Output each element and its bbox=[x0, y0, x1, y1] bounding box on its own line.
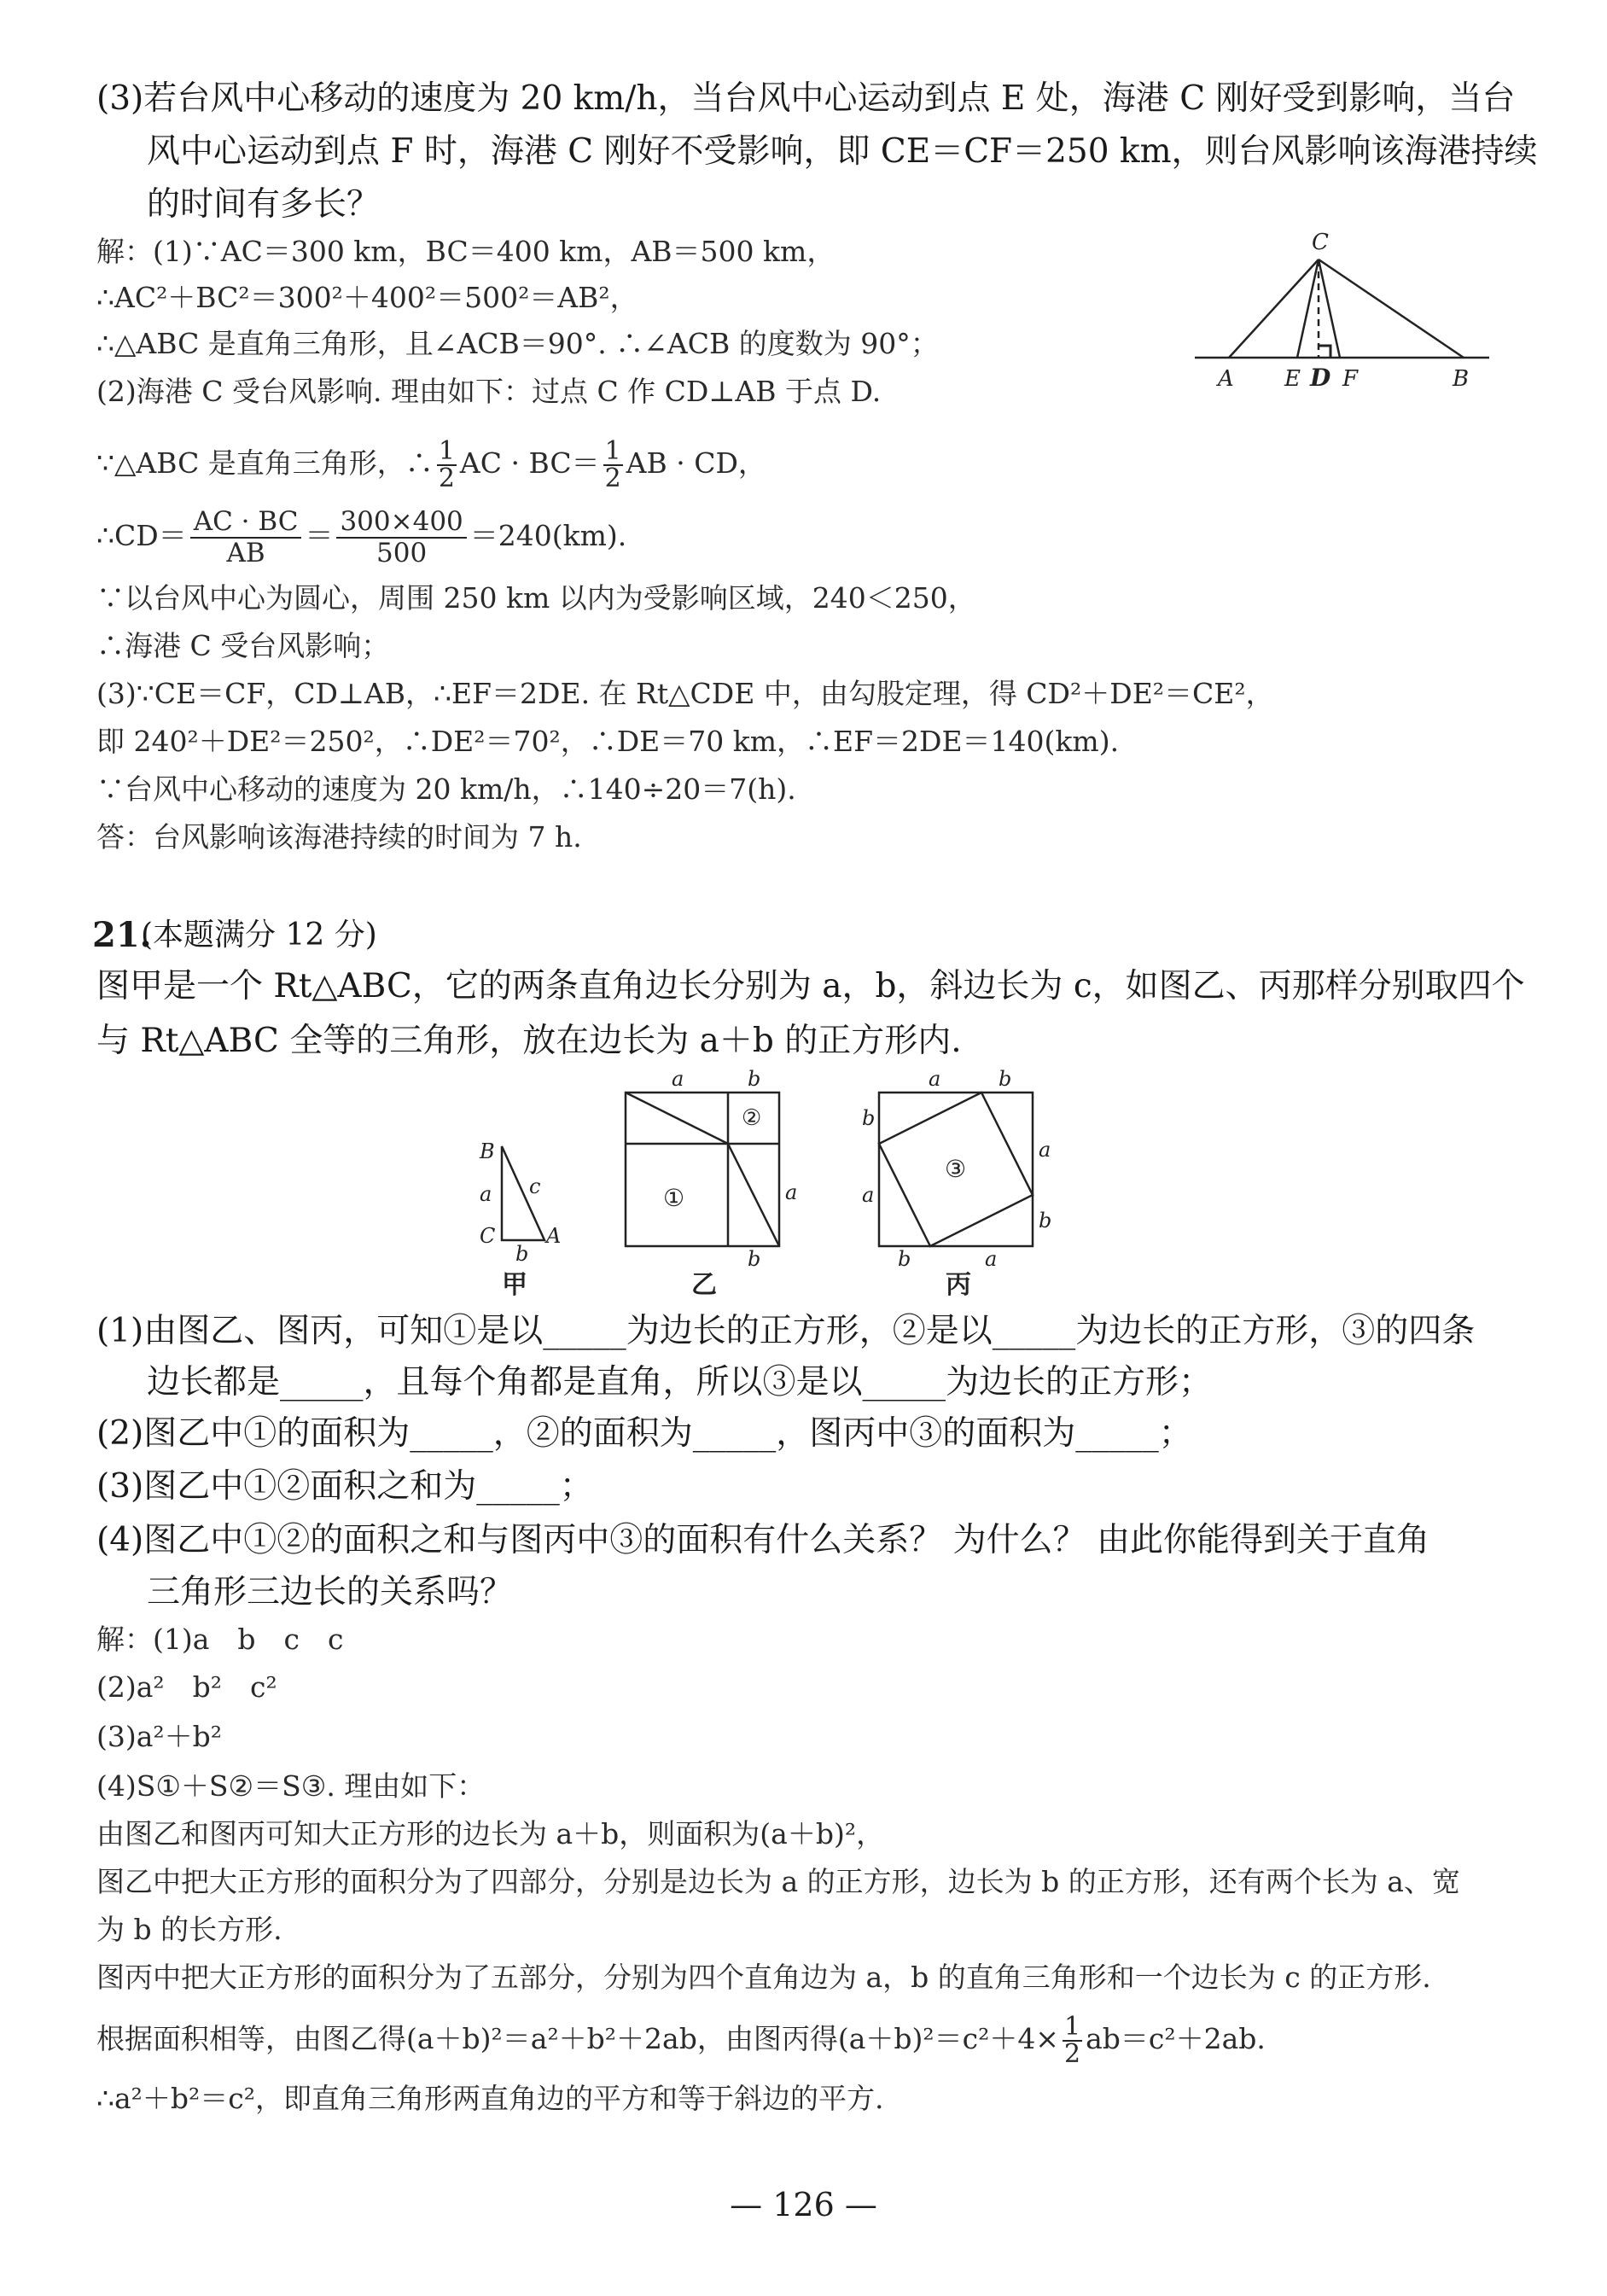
label-right-a: a bbox=[785, 1180, 798, 1204]
fraction-half-2 bbox=[603, 436, 623, 493]
solution21-line-3: (3)a²＋b² bbox=[96, 1720, 223, 1753]
label-left-b: b bbox=[862, 1106, 876, 1130]
problem-21-part-3: (3)图乙中①②面积之和为_____； bbox=[96, 1467, 593, 1506]
label-d: D bbox=[1310, 364, 1331, 392]
label-b-side: b bbox=[515, 1242, 529, 1266]
line9-part-a: 根据面积相等，由图乙得(a＋b)²＝a²＋b²＋2ab，由图丙得(a＋b)²＝c²＋4× bbox=[96, 2022, 1059, 2055]
fraction-denominator: 2 bbox=[1063, 2039, 1081, 2069]
fraction-half bbox=[1063, 2014, 1082, 2067]
line-bc bbox=[1319, 259, 1464, 358]
solution21-line-1: 解：(1)a b c c bbox=[96, 1623, 344, 1656]
problem-21-stem-1: 图甲是一个 Rt△ABC，它的两条直角边长分别为 a，b，斜边长为 c，如图乙、丙那样分别取四个 bbox=[96, 967, 1525, 1005]
label-left-a: a bbox=[862, 1183, 875, 1207]
problem-21-number: 21. bbox=[92, 915, 152, 955]
label-top-b: b bbox=[999, 1067, 1012, 1091]
question-3-line-1: (3)若台风中心移动的速度为 20 km/h，当台风中心运动到点 E 处，海港 C 刚好受到影响，当台 bbox=[96, 79, 1516, 118]
solution20-line-4: (2)海港 C 受台风影响. 理由如下：过点 C 作 CD⊥AB 于点 D. bbox=[96, 375, 882, 408]
solution20-line-7: ∵以台风中心为圆心，周围 250 km 以内为受影响区域，240＜250， bbox=[96, 581, 976, 615]
line-ce bbox=[1297, 259, 1319, 358]
solution21-line-10: ∴a²＋b²＝c²，即直角三角形两直角边的平方和等于斜边的平方. bbox=[96, 2082, 884, 2115]
fraction-numerator: 1 bbox=[438, 436, 455, 466]
figure-jia bbox=[479, 1139, 561, 1300]
problem-21-points: (本题满分 12 分) bbox=[141, 918, 377, 953]
label-e: E bbox=[1284, 366, 1301, 392]
label-a: A bbox=[1218, 366, 1234, 392]
fraction-denominator: 500 bbox=[376, 538, 428, 568]
figures-jia-yi-bing bbox=[461, 1063, 1075, 1310]
label-circle-2: ② bbox=[742, 1105, 762, 1131]
solution21-line-2: (2)a² b² c² bbox=[96, 1670, 277, 1704]
equals-sign: ＝ bbox=[305, 519, 334, 552]
solution20-line-11: ∵台风中心移动的速度为 20 km/h，∴140÷20＝7(h). bbox=[96, 772, 796, 806]
solution20-line-1: 解：(1)∵AC＝300 km，BC＝400 km，AB＝500 km， bbox=[96, 235, 836, 268]
label-a-side: a bbox=[480, 1182, 492, 1206]
label-c-vertex: C bbox=[480, 1224, 496, 1248]
fraction-denominator: AB bbox=[226, 538, 265, 568]
label-c: C bbox=[1312, 230, 1329, 255]
line5-part-b: AC · BC＝ bbox=[459, 446, 600, 480]
caption-jia: 甲 bbox=[502, 1270, 527, 1300]
solution21-line-4: (4)S①＋S②＝S③. 理由如下： bbox=[96, 1769, 486, 1803]
line5-part-a: ∵△ABC 是直角三角形，∴ bbox=[96, 446, 434, 480]
fraction-numerator: 300×400 bbox=[336, 509, 466, 539]
label-right-b: b bbox=[1039, 1209, 1052, 1232]
problem-21-part-4-line-1: (4)图乙中①②的面积之和与图丙中③的面积有什么关系？ 为什么？ 由此你能得到关于直角 bbox=[96, 1521, 1430, 1559]
problem-21-part-1-line-1: (1)由图乙、图丙，可知①是以_____为边长的正方形，②是以_____为边长的正方形，③的四条 bbox=[96, 1312, 1476, 1350]
line9-part-b: ab＝c²＋2ab. bbox=[1086, 2022, 1266, 2055]
line-cf bbox=[1319, 259, 1340, 358]
caption-bing: 丙 bbox=[946, 1270, 971, 1300]
label-bottom-a: a bbox=[985, 1247, 998, 1271]
solution20-line-3: ∴△ABC 是直角三角形，且∠ACB＝90°. ∴∠ACB 的度数为 90°； bbox=[96, 327, 939, 360]
fraction-denominator: 2 bbox=[438, 463, 455, 493]
fraction-numeric bbox=[336, 506, 466, 568]
fraction-numerator: AC · BC bbox=[190, 509, 302, 539]
solution20-line-8: ∴海港 C 受台风影响； bbox=[96, 629, 390, 662]
solution21-line-8: 图丙中把大正方形的面积分为了五部分，分别为四个直角边为 a，b 的直角三角形和一个边长为 c 的正方形. bbox=[96, 1961, 1431, 1994]
question-3-line-3: 的时间有多长？ bbox=[147, 185, 381, 224]
caption-yi: 乙 bbox=[691, 1270, 717, 1300]
figure-bing bbox=[862, 1067, 1051, 1300]
label-c-side: c bbox=[529, 1174, 541, 1198]
label-a-vertex: A bbox=[546, 1224, 562, 1248]
fraction-numerator: 1 bbox=[1063, 2012, 1081, 2042]
fraction-denominator: 2 bbox=[604, 463, 621, 493]
fraction-half bbox=[437, 436, 457, 493]
line5-part-c: AB · CD， bbox=[626, 446, 766, 480]
problem-21-stem-2: 与 Rt△ABC 全等的三角形，放在边长为 a＋b 的正方形内. bbox=[96, 1022, 962, 1060]
problem-21-part-1-line-2: 边长都是_____，且每个角都是直角，所以③是以_____为边长的正方形； bbox=[147, 1363, 1213, 1401]
solution20-line-5 bbox=[96, 436, 766, 493]
page-number: — 126 — bbox=[730, 2186, 877, 2223]
right-angle-mark bbox=[1319, 346, 1330, 358]
solution21-line-9 bbox=[96, 2014, 1266, 2067]
solution21-line-6: 图乙中把大正方形的面积分为了四部分，分别是边长为 a 的正方形，边长为 b 的正方形，还有两个长为 a、宽 bbox=[96, 1865, 1460, 1898]
fraction-cd bbox=[190, 506, 302, 568]
label-f: F bbox=[1342, 366, 1359, 392]
solution20-line-2: ∴AC²＋BC²＝300²＋400²＝500²＝AB²， bbox=[96, 281, 638, 314]
solution20-line-6 bbox=[96, 506, 627, 568]
solution20-line-10: 即 240²＋DE²＝250²，∴DE²＝70²，∴DE＝70 km，∴EF＝2DE＝140(km). bbox=[96, 725, 1120, 758]
question-3-line-2: 风中心运动到点 F 时，海港 C 刚好不受影响，即 CE＝CF＝250 km，则台风影响该海港持续 bbox=[147, 132, 1538, 171]
label-bottom-b: b bbox=[898, 1247, 911, 1271]
fraction-numerator: 1 bbox=[604, 436, 621, 466]
line6-part-a: ∴CD＝ bbox=[96, 519, 187, 552]
solution21-line-7: 为 b 的长方形. bbox=[96, 1913, 282, 1946]
label-top-b: b bbox=[748, 1067, 761, 1091]
diagonal-right bbox=[728, 1144, 779, 1246]
line-ac bbox=[1229, 259, 1319, 358]
solution20-line-12: 答：台风影响该海港持续的时间为 7 h. bbox=[96, 820, 582, 854]
label-b: B bbox=[1453, 366, 1470, 392]
figure-triangle-cd bbox=[1191, 224, 1498, 394]
problem-21-part-4-line-2: 三角形三边长的关系吗？ bbox=[147, 1573, 514, 1611]
label-circle-1: ① bbox=[663, 1184, 685, 1212]
solution21-line-5: 由图乙和图丙可知大正方形的边长为 a＋b，则面积为(a＋b)²， bbox=[96, 1817, 885, 1850]
label-top-a: a bbox=[929, 1067, 941, 1091]
label-right-a: a bbox=[1039, 1138, 1051, 1162]
figure-yi bbox=[626, 1067, 797, 1300]
label-bottom-b: b bbox=[748, 1247, 761, 1271]
line6-part-b: ＝240(km). bbox=[469, 519, 627, 552]
problem-21-part-2: (2)图乙中①的面积为_____，②的面积为_____，图丙中③的面积为_____； bbox=[96, 1414, 1192, 1453]
label-circle-3: ③ bbox=[945, 1155, 967, 1183]
solution20-line-9: (3)∵CE＝CF，CD⊥AB，∴EF＝2DE. 在 Rt△CDE 中，由勾股定理，得 CD²＋DE²＝CE²， bbox=[96, 677, 1274, 710]
label-top-a: a bbox=[672, 1067, 684, 1091]
diagonal-top bbox=[626, 1093, 728, 1144]
label-b-vertex: B bbox=[480, 1139, 495, 1163]
